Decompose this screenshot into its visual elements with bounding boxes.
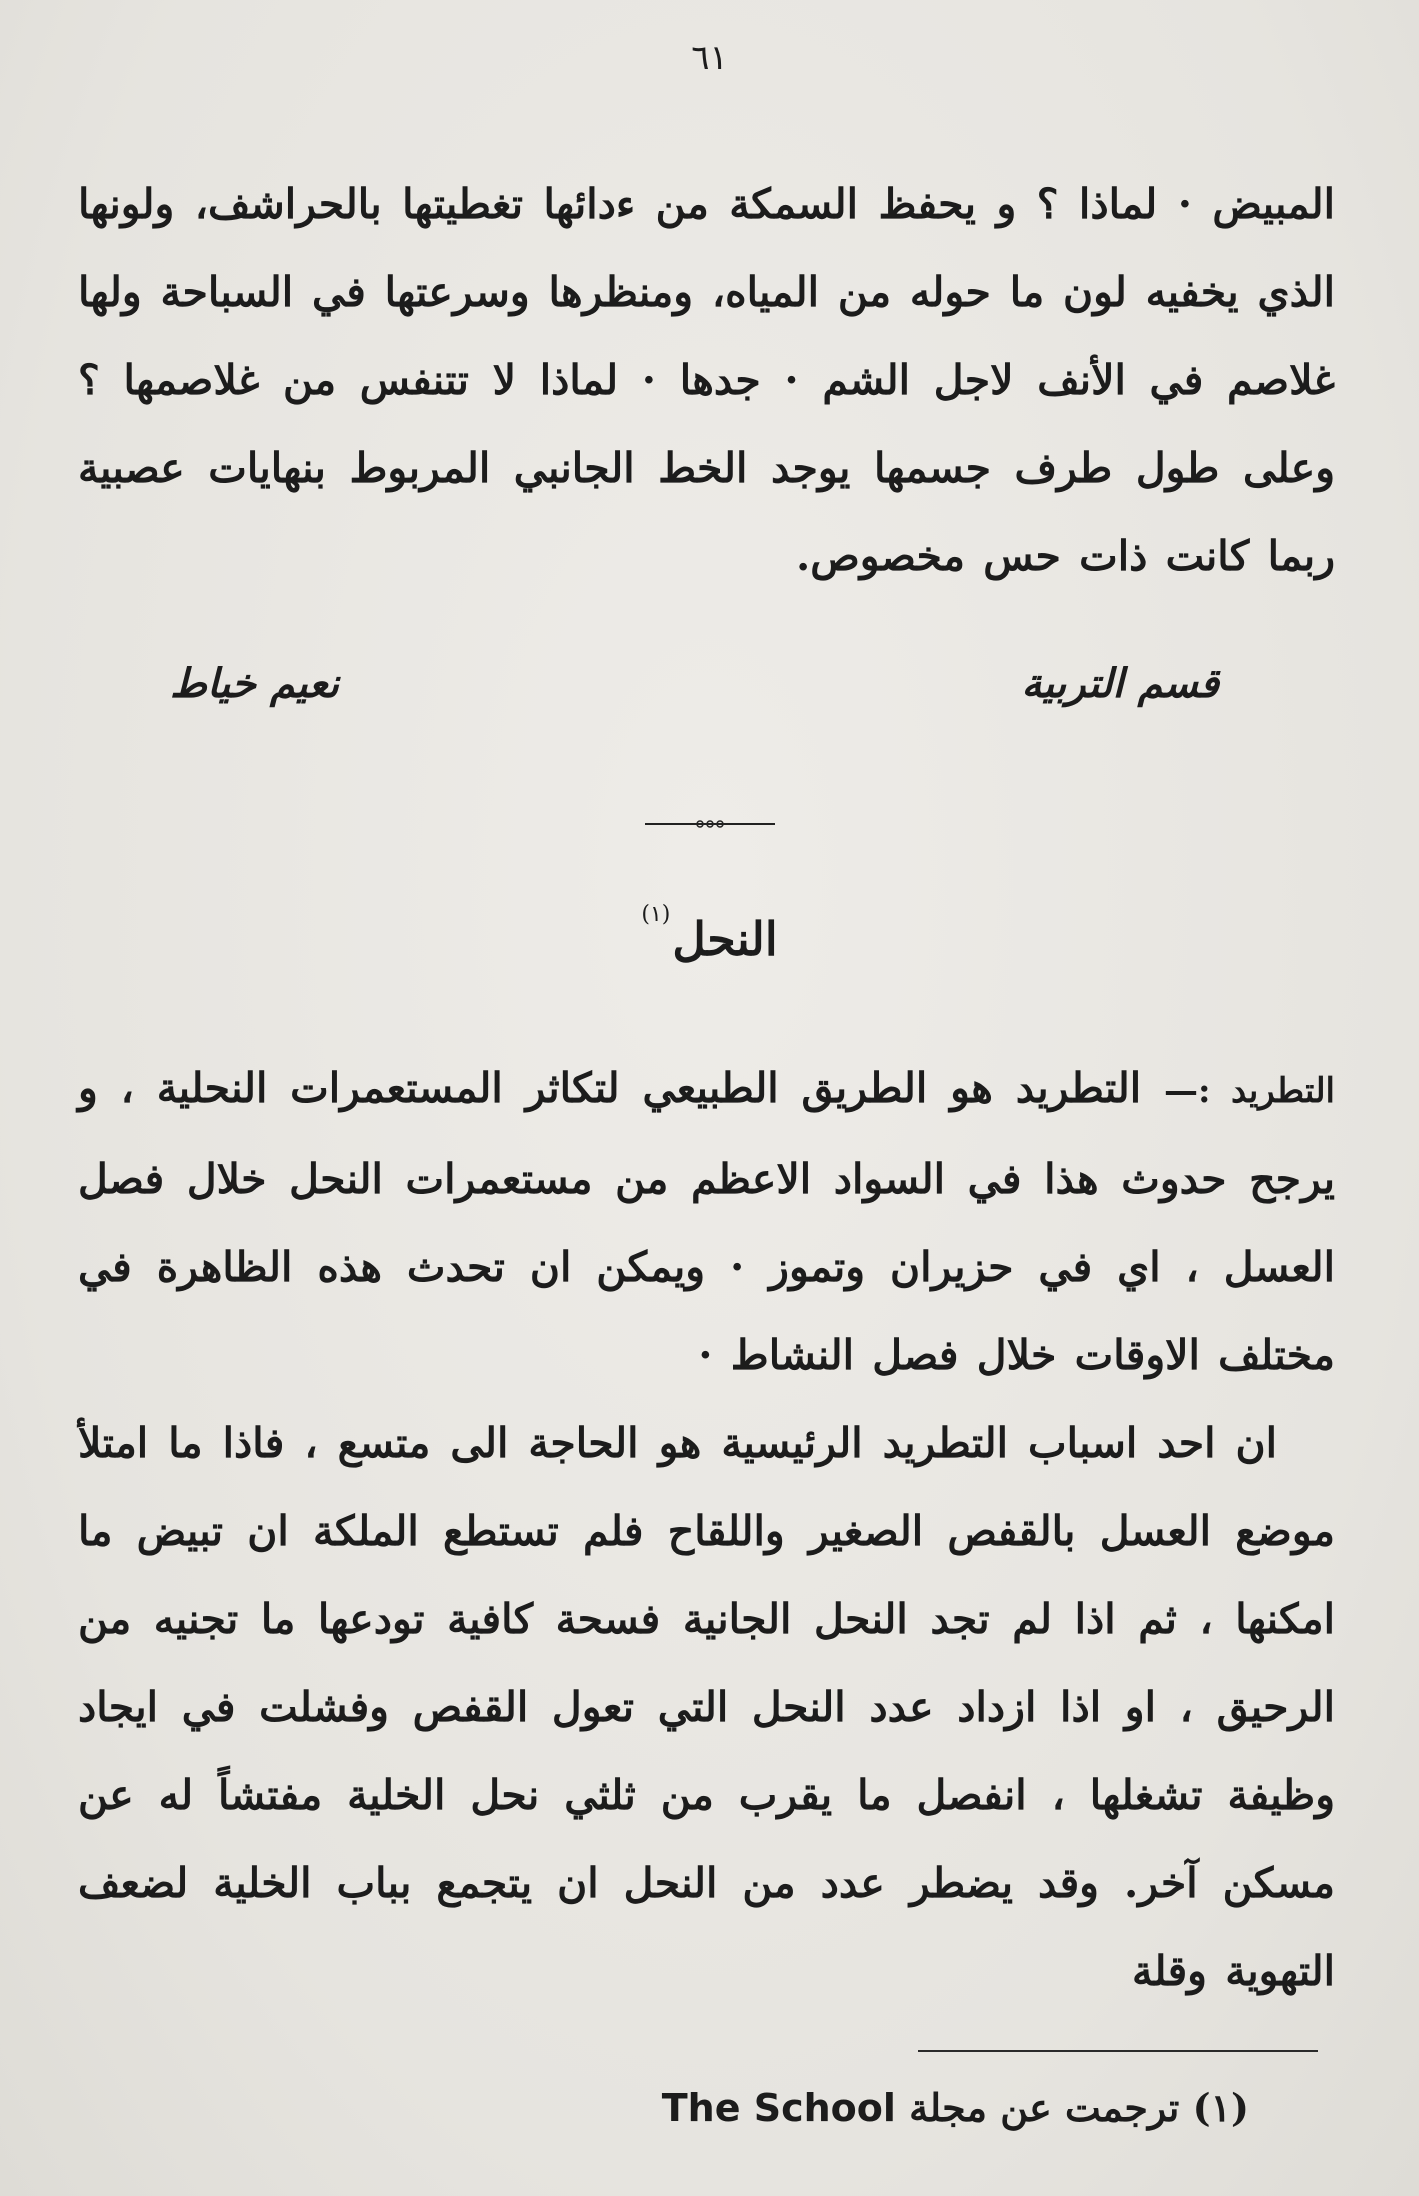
swarming-paragraph	[78, 1044, 1335, 1399]
bees-article-body	[78, 1044, 1335, 2015]
causes-text: ان احد اسباب التطريد الرئيسية هو الحاجة الى متسع ، فاذا ما امتلأ موضع العسل بالقفص الصغير واللقاح فلم تستطع الملكة ان تبيض ما امكنها ، ثم اذا لم تجد النحل الجانية فسحة كافية تودعها ما تجنيه من الرحيق ، او اذا ازداد عدد النحل التي تعول القفص وفشلت في ايجاد وظيفة تشغلها ، انفصل ما يقرب من ثلثي نحل الخلية مفتشاً له عن مسكن آخر. وقد يضطر عدد من النحل ان يتجمع بباب الخلية لضعف التهوية وقلة	[78, 1419, 1335, 1995]
footnote-marker: (١)	[1192, 2085, 1249, 2130]
footnote-source: The School	[661, 2086, 896, 2130]
footnote-text: ترجمت عن مجلة	[909, 2085, 1180, 2130]
signature-row	[170, 660, 1219, 707]
author-name: نعيم خياط	[170, 660, 340, 707]
section-title	[0, 902, 1419, 966]
department-label: قسم التربية	[1021, 660, 1219, 707]
causes-paragraph	[78, 1399, 1335, 2015]
ornamental-divider	[645, 818, 775, 830]
footnote-rule	[918, 2050, 1318, 2052]
footnote	[78, 2078, 1249, 2138]
section-title-text: النحل	[672, 912, 778, 966]
page-number: ٦١	[691, 38, 728, 78]
fish-paragraph: المبيض · لماذا ؟ و يحفظ السمكة من ءدائها تغطيتها بالحراشف، ولونها الذي يخفيه لون ما حوله من المياه، ومنظرها وسرعتها في السباحة ولها غلاصم في الأنف لاجل الشم · جدها · لماذا لا تتنفس من غلاصمها ؟ وعلى طول طرف جسمها يوجد الخط الجانبي المربوط بنهايات عصبية ربما كانت ذات حس مخصوص.	[78, 180, 1335, 580]
run-in-heading: التطريد :—	[1164, 1071, 1336, 1111]
swarming-text: التطريد هو الطريق الطبيعي لتكاثر المستعمرات النحلية ، و يرجح حدوث هذا في السواد الاعظم من مستعمرات النحل خلال فصل العسل ، اي في حزيران وتموز · ويمكن ان تحدث هذه الظاهرة في مختلف الاوقات خلال فصل النشاط ·	[78, 1064, 1335, 1379]
footnote-reference: (١)	[641, 902, 671, 927]
